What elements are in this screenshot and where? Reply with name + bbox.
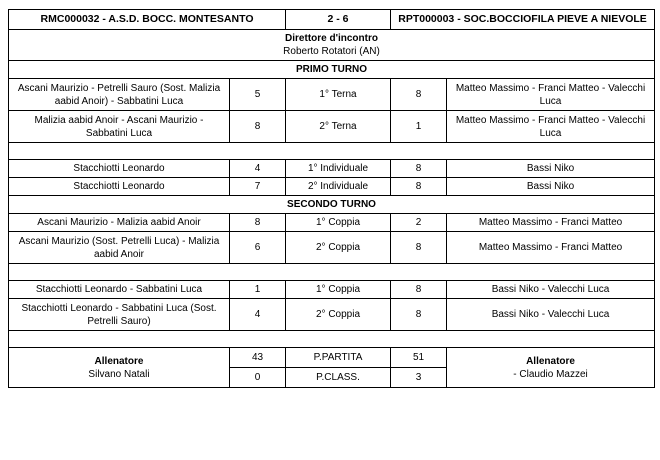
away-coach-label: Allenatore xyxy=(526,355,575,367)
home-coach-name: Silvano Natali xyxy=(88,368,150,380)
away-players: Matteo Massimo - Franci Matteo - Valecchi Luca xyxy=(447,79,655,111)
spacer-row xyxy=(9,143,655,160)
game-type: 2° Coppia xyxy=(286,299,391,331)
game-type: 2° Coppia xyxy=(286,232,391,264)
match-points-label: P.PARTITA xyxy=(286,348,391,368)
away-match-points: 51 xyxy=(391,348,447,368)
home-score: 7 xyxy=(230,178,286,196)
away-class-points: 3 xyxy=(391,368,447,388)
away-coach-cell xyxy=(447,348,655,388)
away-players: Bassi Niko - Valecchi Luca xyxy=(447,299,655,331)
footer-row xyxy=(9,348,655,368)
home-players: Ascani Maurizio - Petrelli Sauro (Sost. Malizia aabid Anoir) - Sabbatini Luca xyxy=(9,79,230,111)
home-score: 8 xyxy=(230,111,286,143)
game-row xyxy=(9,178,655,196)
away-team: RPT000003 - SOC.BOCCIOFILA PIEVE A NIEVOLE xyxy=(391,10,655,30)
game-row xyxy=(9,160,655,178)
home-players: Malizia aabid Anoir - Ascani Maurizio - Sabbatini Luca xyxy=(9,111,230,143)
spacer-cell xyxy=(9,264,655,281)
home-match-points: 43 xyxy=(230,348,286,368)
away-score: 1 xyxy=(391,111,447,143)
game-type: 1° Coppia xyxy=(286,281,391,299)
section-row xyxy=(9,196,655,214)
away-players: Bassi Niko xyxy=(447,178,655,196)
away-players: Matteo Massimo - Franci Matteo xyxy=(447,214,655,232)
away-score: 8 xyxy=(391,281,447,299)
away-score: 8 xyxy=(391,178,447,196)
class-points-label: P.CLASS. xyxy=(286,368,391,388)
director-name: Roberto Rotatori (AN) xyxy=(283,46,380,57)
second-round-title: SECONDO TURNO xyxy=(9,196,655,214)
away-players: Matteo Massimo - Franci Matteo xyxy=(447,232,655,264)
home-score: 8 xyxy=(230,214,286,232)
first-round-title: PRIMO TURNO xyxy=(9,61,655,79)
home-score: 4 xyxy=(230,160,286,178)
away-coach-name: - Claudio Mazzei xyxy=(513,368,588,380)
game-row xyxy=(9,214,655,232)
home-players: Stacchiotti Leonardo - Sabbatini Luca (Sost. Petrelli Sauro) xyxy=(9,299,230,331)
away-players: Bassi Niko - Valecchi Luca xyxy=(447,281,655,299)
director-label: Direttore d'incontro xyxy=(285,33,378,44)
home-players: Stacchiotti Leonardo xyxy=(9,160,230,178)
home-team: RMC000032 - A.S.D. BOCC. MONTESANTO xyxy=(9,10,286,30)
away-score: 8 xyxy=(391,299,447,331)
game-row xyxy=(9,281,655,299)
spacer-row xyxy=(9,264,655,281)
game-type: 1° Coppia xyxy=(286,214,391,232)
away-score: 2 xyxy=(391,214,447,232)
game-row xyxy=(9,299,655,331)
director-row xyxy=(9,30,655,61)
away-score: 8 xyxy=(391,160,447,178)
game-type: 2° Terna xyxy=(286,111,391,143)
home-score: 1 xyxy=(230,281,286,299)
spacer-cell xyxy=(9,143,655,160)
game-row xyxy=(9,79,655,111)
home-players: Stacchiotti Leonardo xyxy=(9,178,230,196)
home-score: 5 xyxy=(230,79,286,111)
home-coach-label: Allenatore xyxy=(94,355,144,367)
away-score: 8 xyxy=(391,79,447,111)
home-score: 4 xyxy=(230,299,286,331)
section-row xyxy=(9,61,655,79)
home-class-points: 0 xyxy=(230,368,286,388)
match-report-table xyxy=(8,9,655,388)
home-score: 6 xyxy=(230,232,286,264)
home-players: Stacchiotti Leonardo - Sabbatini Luca xyxy=(9,281,230,299)
director-cell xyxy=(9,30,655,61)
spacer-cell xyxy=(9,331,655,348)
away-players: Bassi Niko xyxy=(447,160,655,178)
away-score: 8 xyxy=(391,232,447,264)
game-type: 2° Individuale xyxy=(286,178,391,196)
game-type: 1° Terna xyxy=(286,79,391,111)
home-coach-cell xyxy=(9,348,230,388)
game-type: 1° Individuale xyxy=(286,160,391,178)
home-players: Ascani Maurizio - Malizia aabid Anoir xyxy=(9,214,230,232)
header-row xyxy=(9,10,655,30)
game-row xyxy=(9,232,655,264)
spacer-row xyxy=(9,331,655,348)
home-players: Ascani Maurizio (Sost. Petrelli Luca) - Malizia aabid Anoir xyxy=(9,232,230,264)
final-score: 2 - 6 xyxy=(286,10,391,30)
away-players: Matteo Massimo - Franci Matteo - Valecchi Luca xyxy=(447,111,655,143)
game-row xyxy=(9,111,655,143)
